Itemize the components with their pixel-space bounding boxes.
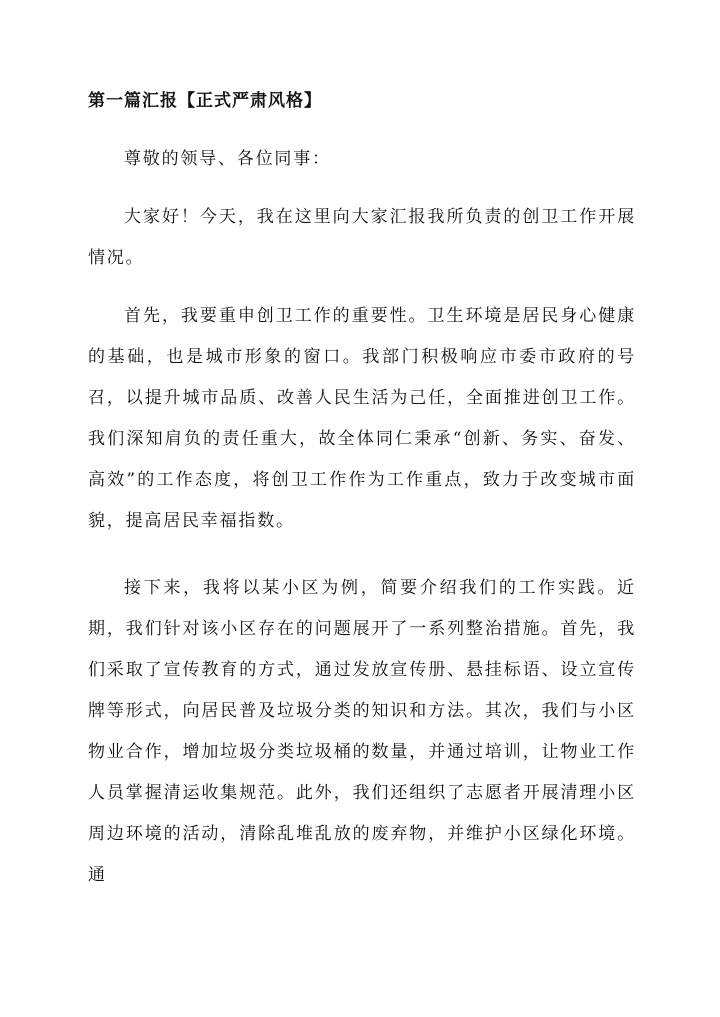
- practice-paragraph: 接下来，我将以某小区为例，简要介绍我们的工作实践。近期，我们针对该小区存在的问题展开了一系列整治措施。首先，我们采取了宣传教育的方式，通过发放宣传册、悬挂标语、设立宣传牌等形式，向居民普及垃圾分类的知识和方法。其次，我们与小区物业合作，增加垃圾分类垃圾桶的数量，并通过培训，让物业工作人员掌握清运收集规范。此外，我们还组织了志愿者开展清理小区周边环境的活动，清除乱堆乱放的废弃物，并维护小区绿化环境。通: [88, 578, 636, 885]
- document-heading: 第一篇汇报【正式严肃风格】: [88, 91, 322, 111]
- salutation-paragraph: 尊敬的领导、各位同事：: [124, 149, 331, 169]
- greeting-paragraph: 大家好！今天，我在这里向大家汇报我所负责的创卫工作开展情况。: [88, 207, 636, 268]
- importance-paragraph: 首先，我要重申创卫工作的重要性。卫生环境是居民身心健康的基础，也是城市形象的窗口。我部门积极响应市委市政府的号召，以提升城市品质、改善人民生活为己任，全面推进创卫工作。我们深知肩负的责任重大，故全体同仁秉承“创新、务实、奋发、高效”的工作态度，将创卫工作作为工作重点，致力于改变城市面貌，提高居民幸福指数。: [88, 306, 636, 531]
